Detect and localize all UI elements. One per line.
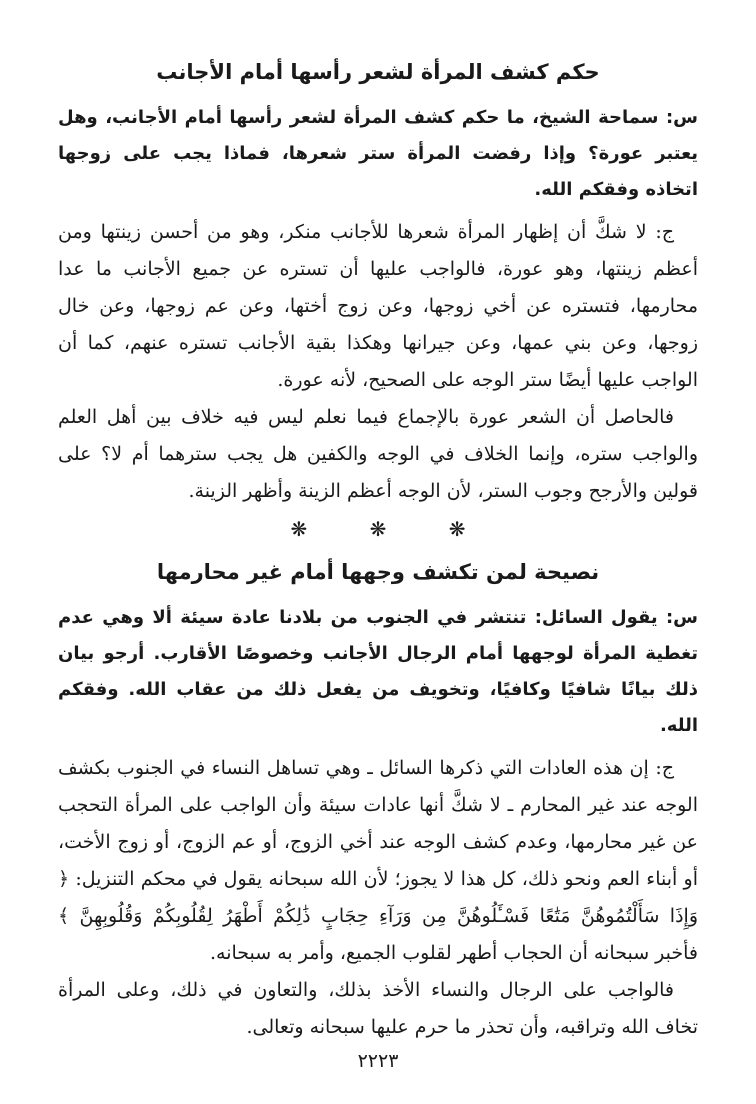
separator-star: ❋ [448,517,466,541]
answer-face-text-before: ج: إن هذه العادات التي ذكرها السائل ـ وهي تساهل النساء في الجنوب بكشف الوجه عند غير المحارم ـ لا شكَّ أنها عادات سيئة وأن الواجب على المرأة التحجب عن غير محارمها، وعدم كشف الوجه عند أخي الزوج، أو عم الزوج، أو زوج الأخت، أو أبناء العم ونحو ذلك، كل هذا لا يجوز؛ لأن الله سبحانه يقول في محكم التنزيل: [58,757,698,890]
question-hair: س: سماحة الشيخ، ما حكم كشف المرأة لشعر رأسها أمام الأجانب، وهل يعتبر عورة؟ وإذا رفضت المرأة ستر شعرها، فماذا يجب على زوجها اتخاذه وفقكم الله. [58,107,698,200]
separator-star: ❋ [369,517,387,541]
quran-verse: ﴿ وَإِذَا سَأَلْتُمُوهُنَّ مَتَٰعًا فَسْـَٔلُوهُنَّ مِن وَرَآءِ حِجَابٍ ذَٰلِكُمْ أَطْهَرُ لِقُلُوبِكُمْ وَقُلُوبِهِنَّ ﴾ [58,868,698,927]
answer-hair-paragraph-2: فالحاصل أن الشعر عورة بالإجماع فيما نعلم ليس فيه خلاف بين أهل العلم والواجب ستره، وإنما الخلاف في الوجه والكفين هل يجب سترهما أم لا؟ على قولين والأرجح وجوب الستر، لأن الوجه أعظم الزينة وأظهر الزينة. [58,406,698,502]
answer-face-paragraph-1 [58,750,698,972]
separator-star: ❋ [290,517,308,541]
answer-face-paragraph-2: فالواجب على الرجال والنساء الأخذ بذلك، والتعاون في ذلك، وعلى المرأة تخاف الله وتراقبه، وأن تحذر ما حرم عليها سبحانه وتعالى. [58,979,698,1038]
section-title-face: نصيحة لمن تكشف وجهها أمام غير محارمها [156,560,600,584]
answer-hair-paragraph-1: ج: لا شكَّ أن إظهار المرأة شعرها للأجانب منكر، وهو من أحسن زينتها ومن أعظم زينتها، وهو عورة، فالواجب عليها أن تستره عن جميع الأجانب ما عدا محارمها، فتستره عن أخي زوجها، وعن زوج أختها، وعن عم زوجها، وعن خال زوجها، وعن بني عمها، وعن جيرانها وهكذا بقية الأجانب تستره عنهم، كما أن الواجب عليها أيضًا ستر الوجه على الصحيح، لأنه عورة. [58,221,698,391]
question-face: س: يقول السائل: تنتشر في الجنوب من بلادنا عادة سيئة ألا وهي عدم تغطية المرأة لوجهها أمام الرجال الأجانب وخصوصًا الأقارب. أرجو بيان ذلك بيانًا شافيًا وكافيًا، وتخويف من يفعل ذلك من عقاب الله. وفقكم الله. [58,607,698,736]
answer-face-text-after: فأخبر سبحانه أن الحجاب أطهر لقلوب الجميع، وأمر به سبحانه. [209,942,698,964]
section-title-hair: حكم كشف المرأة لشعر رأسها أمام الأجانب [156,60,600,84]
page-number: ٢٢٢٣ [357,1050,399,1072]
section-separator [58,510,698,548]
